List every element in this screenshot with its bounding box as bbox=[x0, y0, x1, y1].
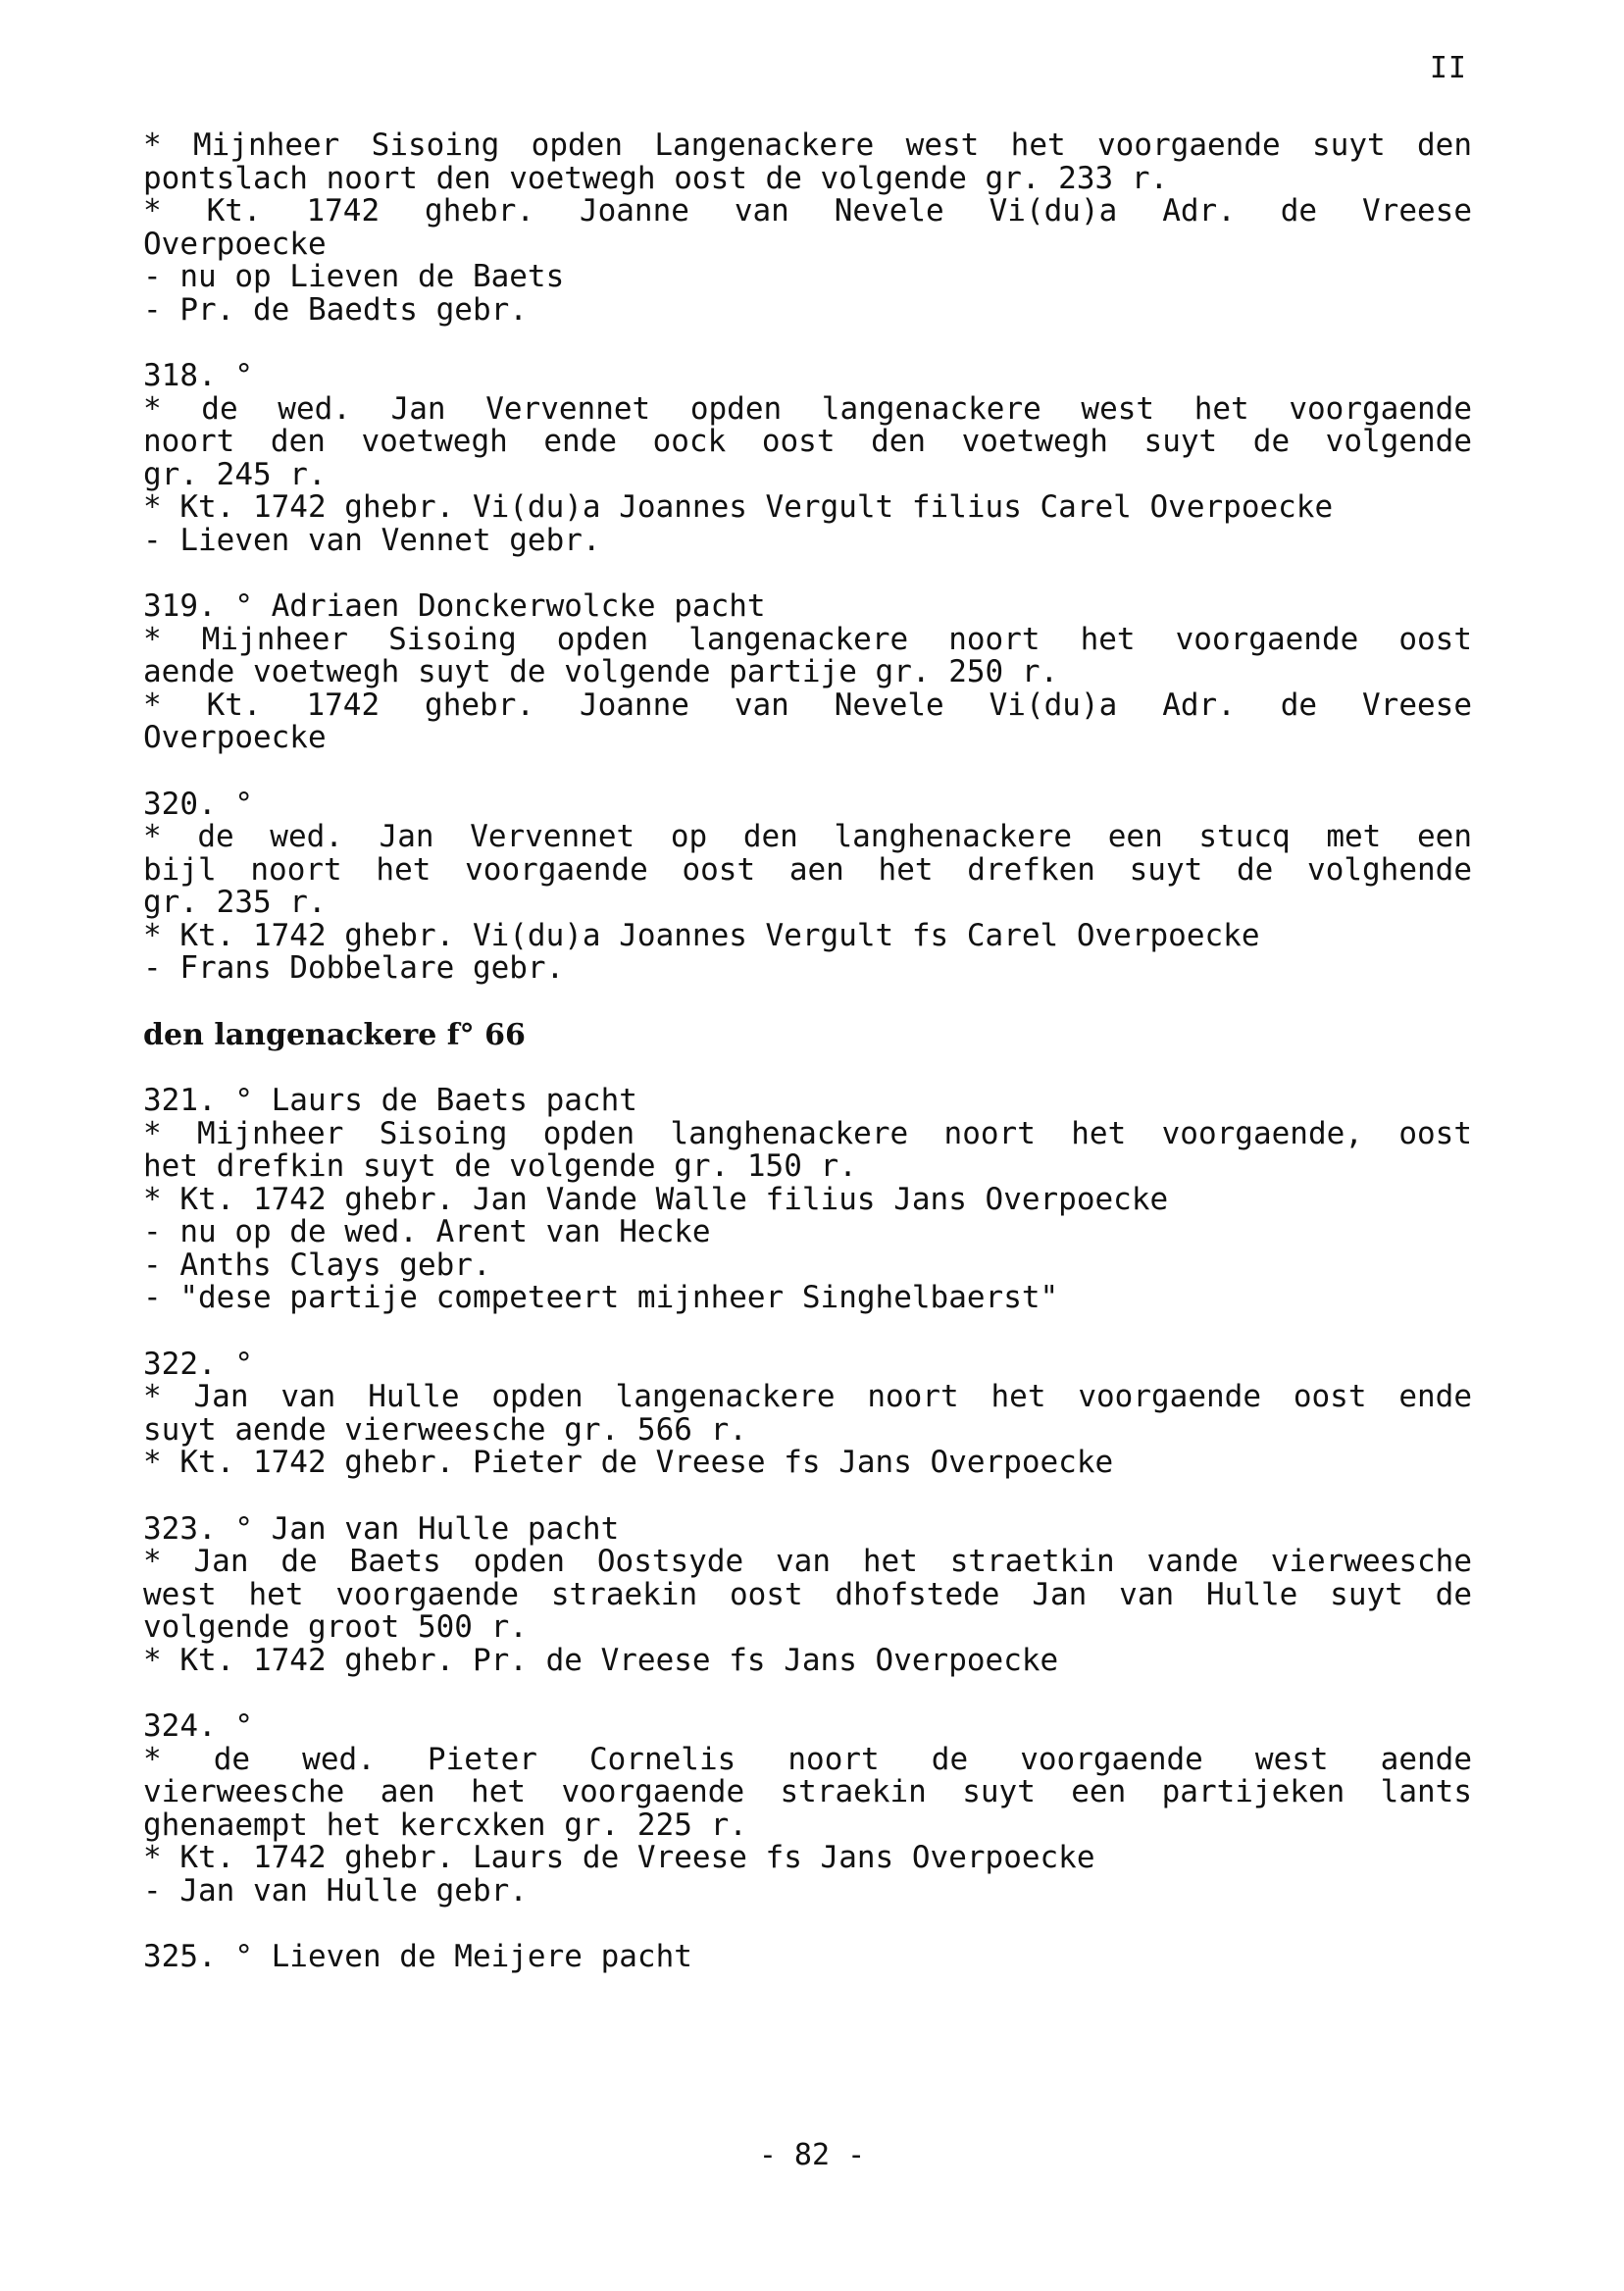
entry-line: * de wed. Jan Vervennet op den langhenackere een stucq met een bbox=[143, 819, 1472, 854]
entry-line: ghenaempt het kercxken gr. 225 r. bbox=[143, 1807, 747, 1843]
entry-line: * Jan van Hulle opden langenackere noort het voorgaende oost ende bbox=[143, 1379, 1472, 1414]
entry-line: 325. ° Lieven de Meijere pacht bbox=[143, 1939, 692, 1974]
entry-line: west het voorgaende straekin oost dhofstede Jan van Hulle suyt de bbox=[143, 1576, 1472, 1612]
entry-line: * Kt. 1742 ghebr. Laurs de Vreese fs Jans Overpoecke bbox=[143, 1840, 1095, 1875]
register-entry bbox=[143, 1941, 1472, 1974]
register-entry bbox=[143, 786, 1472, 986]
entry-line: Overpoecke bbox=[143, 226, 327, 262]
entry-line: - nu op de wed. Arent van Hecke bbox=[143, 1214, 711, 1249]
entry-line: * Kt. 1742 ghebr. Joanne van Nevele Vi(du)a Adr. de Vreese bbox=[143, 193, 1472, 229]
entry-line: bijl noort het voorgaende oost aen het drefken suyt de volghende bbox=[143, 851, 1472, 888]
entry-line: 323. ° Jan van Hulle pacht bbox=[143, 1510, 620, 1547]
entry-line: - Lieven van Vennet gebr. bbox=[143, 522, 601, 558]
register-entry bbox=[143, 1510, 1472, 1678]
document-body bbox=[143, 129, 1472, 2008]
section-heading: den langenackere f° 66 bbox=[143, 1017, 526, 1052]
entry-line: * Jan de Baets opden Oostsyde van het straetkin vande vierweesche bbox=[143, 1544, 1472, 1579]
entry-line: 321. ° Laurs de Baets pacht bbox=[143, 1083, 637, 1118]
entry-line: het drefkin suyt de volgende gr. 150 r. bbox=[143, 1148, 857, 1184]
entry-line: 320. ° bbox=[143, 786, 253, 822]
entry-line: * Kt. 1742 ghebr. Jan Vande Walle filius Jans Overpoecke bbox=[143, 1181, 1169, 1217]
entry-line: * Kt. 1742 ghebr. Vi(du)a Joannes Vergult fs Carel Overpoecke bbox=[143, 917, 1260, 953]
entry-line: Overpoecke bbox=[143, 720, 327, 755]
entry-line: - Pr. de Baedts gebr. bbox=[143, 291, 528, 328]
entry-line: vierweesche aen het voorgaende straekin suyt een partijeken lants bbox=[143, 1774, 1472, 1809]
entry-line: * Kt. 1742 ghebr. Pieter de Vreese fs Jans Overpoecke bbox=[143, 1445, 1114, 1480]
entry-line: 318. ° bbox=[143, 358, 253, 393]
entry-line: gr. 235 r. bbox=[143, 885, 327, 920]
entry-line: 322. ° bbox=[143, 1346, 253, 1382]
entry-line: aende voetwegh suyt de volgende partije gr. 250 r. bbox=[143, 654, 1059, 689]
entry-line: * Kt. 1742 ghebr. Joanne van Nevele Vi(du)a Adr. de Vreese bbox=[143, 687, 1472, 723]
page-number: - 82 - bbox=[758, 2138, 866, 2172]
entry-line: * de wed. Jan Vervennet opden langenackere west het voorgaende bbox=[143, 390, 1472, 427]
entry-line: - nu op Lieven de Baets bbox=[143, 259, 565, 294]
entry-line: - Anths Clays gebr. bbox=[143, 1247, 491, 1283]
entry-line: * de wed. Pieter Cornelis noort de voorgaende west aende bbox=[143, 1741, 1472, 1777]
entry-line: 319. ° Adriaen Donckerwolcke pacht bbox=[143, 588, 766, 624]
register-entry bbox=[143, 129, 1472, 327]
entry-line: pontslach noort den voetwegh oost de volgende gr. 233 r. bbox=[143, 160, 1169, 196]
register-entry bbox=[143, 1710, 1472, 1908]
entry-line: - Frans Dobbelare gebr. bbox=[143, 950, 565, 986]
register-entry bbox=[143, 1346, 1472, 1480]
section-number: II bbox=[1429, 51, 1467, 85]
entry-line: * Kt. 1742 ghebr. Vi(du)a Joannes Vergult filius Carel Overpoecke bbox=[143, 489, 1334, 525]
entry-line: volgende groot 500 r. bbox=[143, 1609, 528, 1645]
entry-line: * Mijnheer Sisoing opden Langenackere west het voorgaende suyt den bbox=[143, 127, 1472, 163]
entry-line: gr. 245 r. bbox=[143, 456, 327, 492]
entry-line: * Mijnheer Sisoing opden langenackere noort het voorgaende oost bbox=[143, 621, 1472, 657]
entry-line: suyt aende vierweesche gr. 566 r. bbox=[143, 1411, 747, 1448]
entry-line: * Mijnheer Sisoing opden langhenackere noort het voorgaende, oost bbox=[143, 1115, 1472, 1151]
register-entry bbox=[143, 1085, 1472, 1315]
register-entry bbox=[143, 360, 1472, 557]
entry-line: 324. ° bbox=[143, 1708, 253, 1744]
register-entry bbox=[143, 590, 1472, 755]
entry-line: * Kt. 1742 ghebr. Pr. de Vreese fs Jans Overpoecke bbox=[143, 1642, 1059, 1678]
entry-line: noort den voetwegh ende oock oost den voetwegh suyt de volgende bbox=[143, 424, 1472, 459]
entry-line: - Jan van Hulle gebr. bbox=[143, 1872, 528, 1909]
entry-line: - "dese partije competeert mijnheer Singhelbaerst" bbox=[143, 1280, 1059, 1315]
